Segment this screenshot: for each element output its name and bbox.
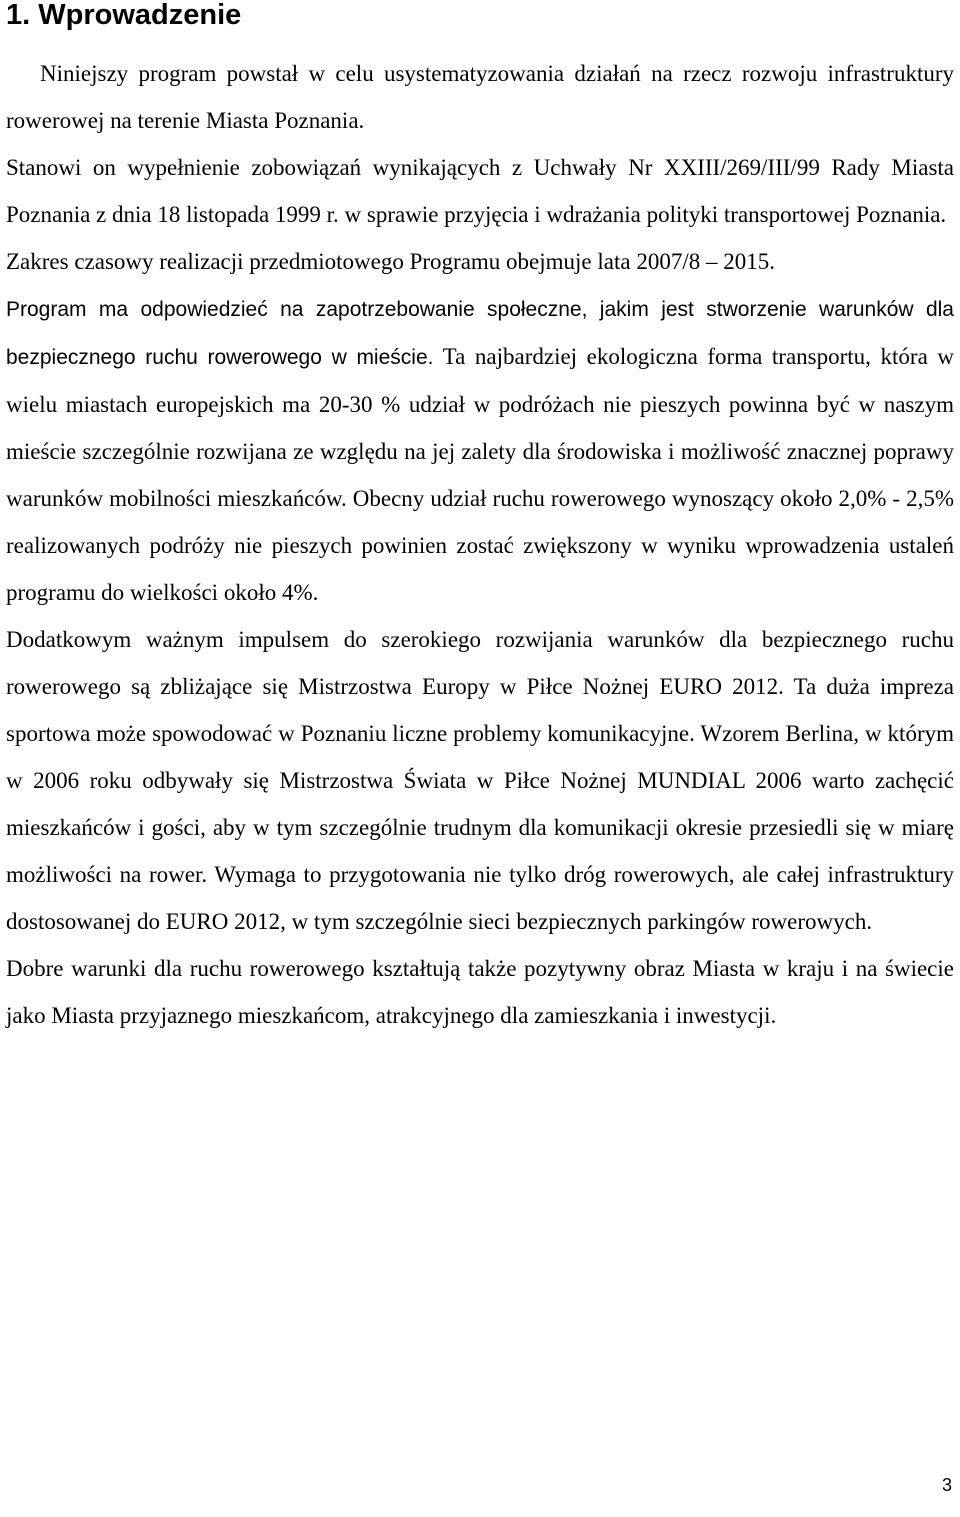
paragraph-euro-2012 [6,616,954,945]
paragraph-resolution [6,144,954,238]
page-number: 3 [941,1475,952,1495]
paragraph-city-image [6,945,954,1039]
paragraph-time-scope-text: Zakres czasowy realizacji przedmiotowego Programu obejmuje lata 2007/8 – 2015. [6,249,775,274]
paragraph-goals-lead-text: Program ma odpowiedzieć na zapotrzebowanie społeczne, jakim jest stworzenie warunków dla bezpiecznego ruchu rowerowego w mieście. [6,298,954,369]
paragraph-intro [6,50,954,144]
paragraph-time-scope [6,238,954,285]
paragraph-city-image-text: Dobre warunki dla ruchu rowerowego kształtują także pozytywny obraz Miasta w kraju i na świecie jako Miasta przyjaznego mieszkańcom, atrakcyjnego dla zamieszkania i inwestycji. [6,956,954,1028]
paragraph-goals-text: Ta najbardziej ekologiczna forma transportu, która w wielu miastach europejskich ma 20-30 % udział w podróżach nie pieszych powinna być w naszym mieście szczególnie rozwijana ze względu na jej zalety dla środowiska i możliwość znacznej poprawy warunków mobilności mieszkańców. Obecny udział ruchu rowerowego wynoszący około 2,0% - 2,5% realizowanych podróży nie pieszych powinien zostać zwiększony w wyniku wprowadzenia ustaleń programu do wielkości około 4%. [6,344,955,605]
body-text [6,50,954,1039]
paragraph-euro-2012-text: Dodatkowym ważnym impulsem do szerokiego rozwijania warunków dla bezpiecznego ruchu rowerowego są zbliżające się Mistrzostwa Europy w Piłce Nożnej EURO 2012. Ta duża impreza sportowa może spowodować w Poznaniu liczne problemy komunikacyjne. Wzorem Berlina, w którym w 2006 roku odbywały się Mistrzostwa Świata w Piłce Nożnej MUNDIAL 2006 warto zachęcić mieszkańców i gości, aby w tym szczególnie trudnym dla komunikacji okresie przesiedli się w miarę możliwości na rower. Wymaga to przygotowania nie tylko dróg rowerowych, ale całej infrastruktury dostosowanej do EURO 2012, w tym szczególnie sieci bezpiecznych parkingów rowerowych. [6,627,954,934]
section-heading: 1. Wprowadzenie [6,0,242,31]
paragraph-intro-text: Niniejszy program powstał w celu usystematyzowania działań na rzecz rozwoju infrastruktury rowerowej na terenie Miasta Poznania. [6,61,954,133]
paragraph-resolution-text: Stanowi on wypełnienie zobowiązań wynikających z Uchwały Nr XXIII/269/III/99 Rady Miasta Poznania z dnia 18 listopada 1999 r. w sprawie przyjęcia i wdrażania polityki transportowej Poznania. [6,155,954,227]
paragraph-goals [6,285,954,616]
